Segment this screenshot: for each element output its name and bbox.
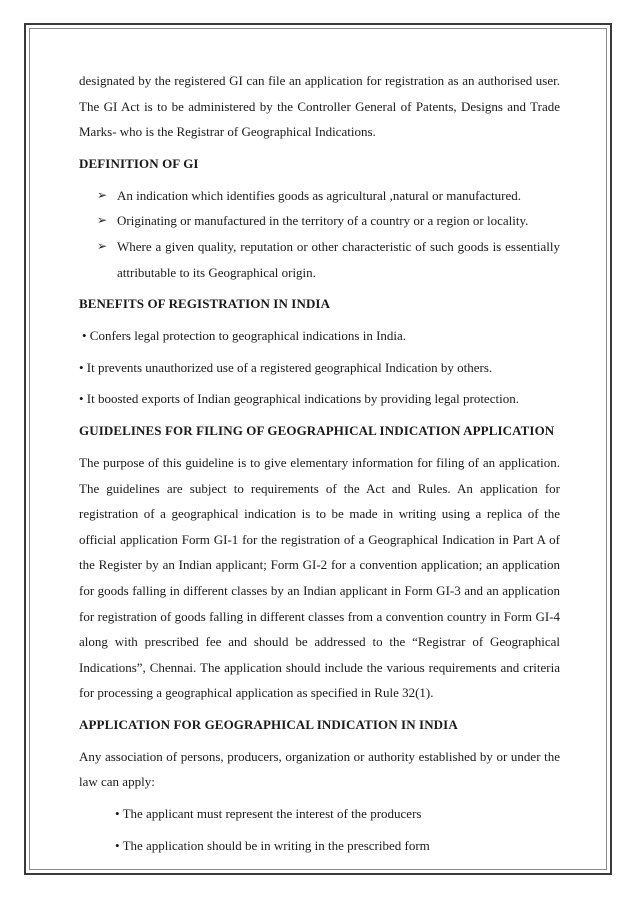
arrow-right-icon: ➢	[97, 238, 108, 253]
guidelines-paragraph: The purpose of this guideline is to give elementary information for filing of an application. The guidelines are subject to requirements of the Act and Rules. An application for registration of a geographical indication is to be made in writing using a replica of the official application Form GI-1 for the registration of a Geographical Indication in Part A of the Register by an Indian applicant; Form GI-2 for a convention application; an application for goods falling in different classes by an Indian applicant in Form GI-3 and an application for registration of goods falling in different classes from a convention country in Form GI-4 along with prescribed fee and should be addressed to the “Registrar of Geographical Indications”, Chennai. The application should include the various requirements and criteria for processing a geographical application as specified in Rule 32(1).	[79, 454, 560, 701]
application-paragraph: Any association of persons, producers, organization or authority established by or under the law can apply:	[79, 748, 560, 790]
intro-paragraph: designated by the registered GI can file an application for registration as an authorised user. The GI Act is to be administered by the Controller General of Patents, Designs and Trade Marks- who is the Registrar of Geographical Indications.	[79, 73, 560, 140]
arrow-right-icon: ➢	[97, 187, 108, 202]
list-item: ➢ Where a given quality, reputation or other characteristic of such goods is essentially attributable to its Geographical origin.	[97, 234, 560, 285]
application-item: • The applicant must represent the interest of the producers	[115, 806, 422, 822]
benefit-item: • Confers legal protection to geographical indications in India.	[82, 328, 407, 344]
guidelines-heading: GUIDELINES FOR FILING OF GEOGRAPHICAL INDICATION APPLICATION	[79, 422, 555, 438]
list-item: ➢ An indication which identifies goods as agricultural ,natural or manufactured.	[97, 183, 560, 209]
list-item: ➢ Originating or manufactured in the territory of a country or a region or locality.	[97, 208, 560, 234]
definition-heading: DEFINITION OF GI	[79, 155, 199, 171]
document-body	[79, 68, 560, 858]
application-heading: APPLICATION FOR GEOGRAPHICAL INDICATION IN INDIA	[79, 716, 458, 732]
benefit-item: • It boosted exports of Indian geographical indications by providing legal protection.	[79, 391, 519, 407]
arrow-right-icon: ➢	[97, 213, 108, 228]
benefit-item: • It prevents unauthorized use of a registered geographical Indication by others.	[79, 359, 493, 375]
definition-list	[79, 183, 560, 285]
benefits-heading: BENEFITS OF REGISTRATION IN INDIA	[79, 296, 331, 312]
application-item: • The application should be in writing in the prescribed form	[115, 837, 430, 853]
